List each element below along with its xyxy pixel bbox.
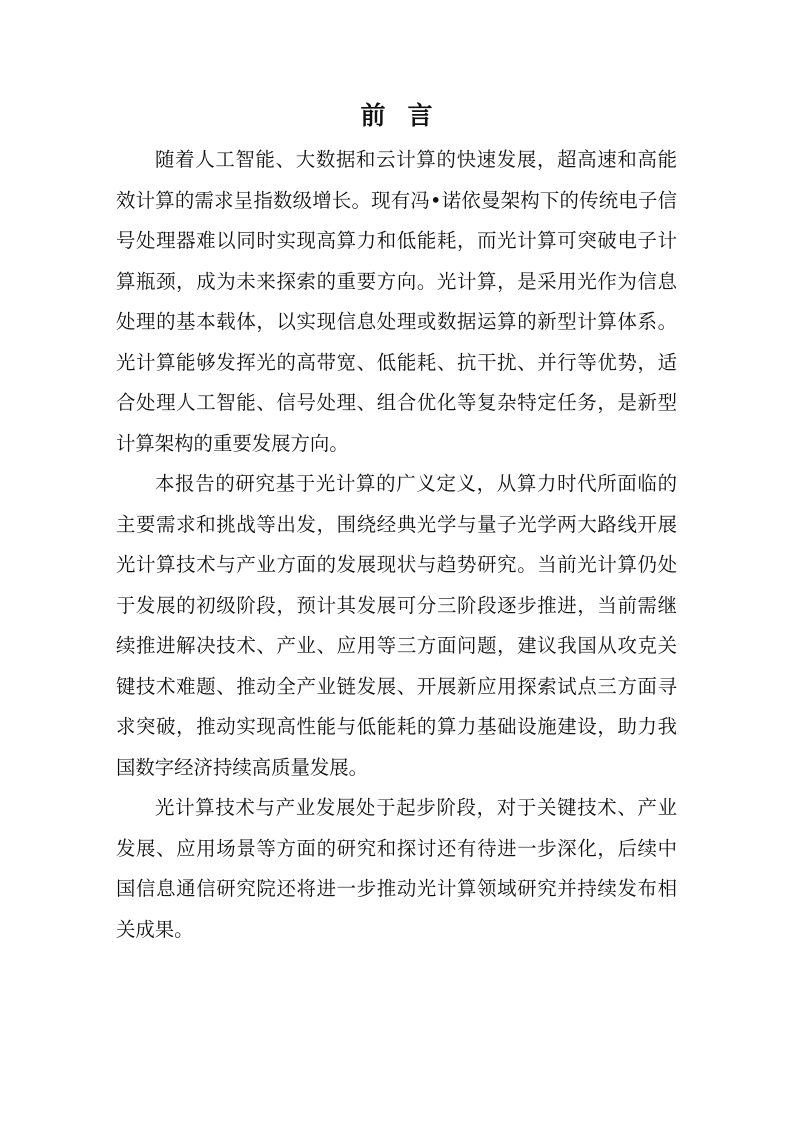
- paragraph-intro: 随着人工智能、大数据和云计算的快速发展，超高速和高能效计算的需求呈指数级增长。现有冯•诺依曼架构下的传统电子信号处理器难以同时实现高算力和低能耗，而光计算可突破电子计算瓶颈，成为未来探索的重要方向。光计算，是采用光作为信息处理的基本载体，以实现信息处理或数据运算的新型计算体系。光计算能够发挥光的高带宽、低能耗、抗干扰、并行等优势，适合处理人工智能、信号处理、组合优化等复杂特定任务，是新型计算架构的重要发展方向。: [116, 148, 677, 455]
- preface-body: [116, 140, 677, 950]
- paragraph-outlook: 光计算技术与产业发展处于起步阶段，对于关键技术、产业发展、应用场景等方面的研究和探讨还有待进一步深化，后续中国信息通信研究院还将进一步推动光计算领域研究并持续发布相关成果。: [116, 796, 677, 941]
- paragraph-research-scope: 本报告的研究基于光计算的广义定义，从算力时代所面临的主要需求和挑战等出发，围绕经典光学与量子光学两大路线开展光计算技术与产业方面的发展现状与趋势研究。当前光计算仍处于发展的初级阶段，预计其发展可分三阶段逐步推进，当前需继续推进解决技术、产业、应用等三方面问题，建议我国从攻克关键技术难题、推动全产业链发展、开展新应用探索试点三方面寻求突破，推动实现高性能与低能耗的算力基础设施建设，助力我国数字经济持续高质量发展。: [116, 472, 677, 779]
- page-title: 前言: [360, 101, 455, 130]
